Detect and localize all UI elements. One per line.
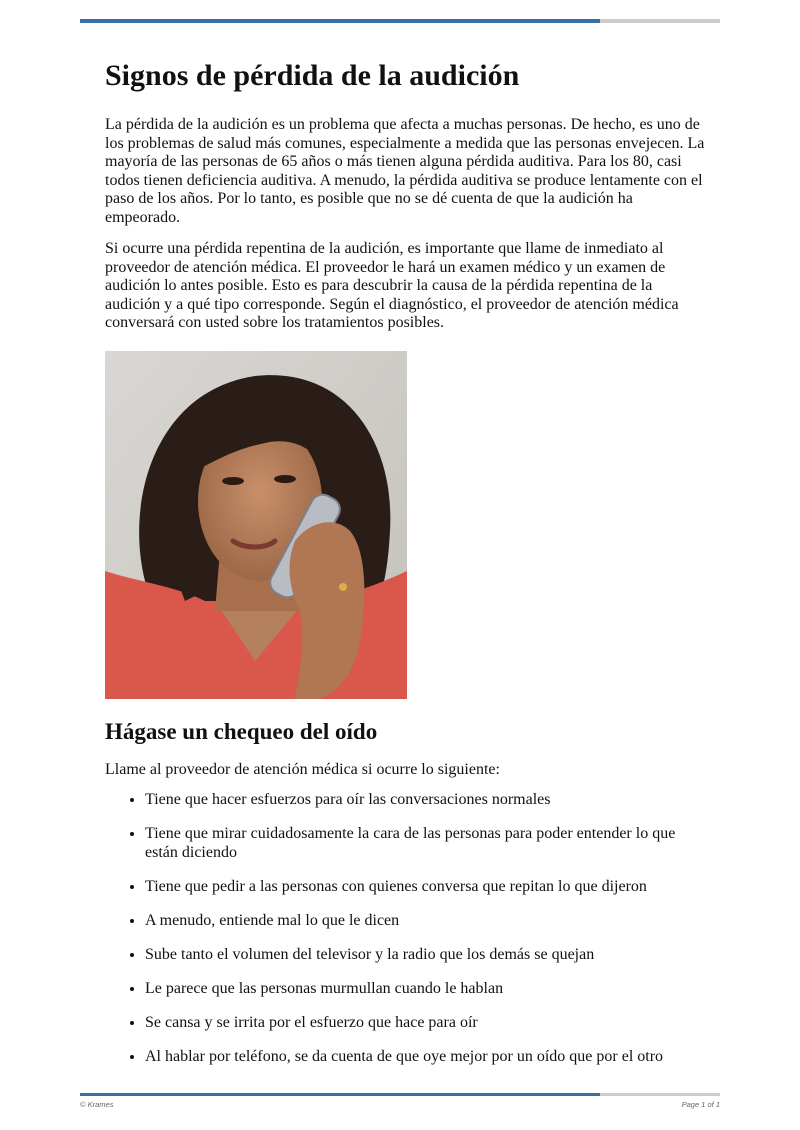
- list-item: • A menudo, entiende mal lo que le dicen: [145, 912, 705, 931]
- list-item: • Le parece que las personas murmullan cuando le hablan: [145, 980, 705, 999]
- list-item: • Tiene que hacer esfuerzos para oír las conversaciones normales: [145, 791, 705, 810]
- footer-rule: [80, 1093, 720, 1096]
- page-title: Signos de pérdida de la audición: [105, 59, 520, 92]
- header-rule-accent: [80, 19, 600, 23]
- paragraph-sudden-loss: Si ocurre una pérdida repentina de la audición, es importante que llame de inmediato al proveedor de atención médica. El proveedor le hará un examen médico y un examen de audición lo antes posible. Esto es para descubrir la causa de la pérdida repentina de la audición y a qué tipo corresponde. Según el diagnóstico, el proveedor de atención médica conversará con usted sobre los tratamientos posibles.: [105, 240, 679, 331]
- header-rule: [80, 19, 720, 23]
- list-item: • Tiene que mirar cuidadosamente la cara de las personas para poder entender lo que están diciendo: [145, 825, 705, 862]
- section-heading: Hágase un chequeo del oído: [105, 718, 378, 744]
- list-item: • Se cansa y se irrita por el esfuerzo que hace para oír: [145, 1014, 705, 1033]
- footer-copyright: © Krames: [80, 1100, 114, 1109]
- woman-on-phone-photo: [105, 351, 407, 699]
- document-body: [105, 56, 705, 1082]
- list-item: • Sube tanto el volumen del televisor y la radio que los demás se quejan: [145, 946, 705, 965]
- paragraph-intro: La pérdida de la audición es un problema que afecta a muchas personas. De hecho, es uno de los problemas de salud más comunes, especialmente a medida que las personas envejecen. La mayoría de las personas de 65 años o más tienen alguna pérdida auditiva. Para los 80, casi todos tienen deficiencia auditiva. A menudo, la pérdida auditiva se produce lentamente con el paso de los años. Por lo tanto, es posible que no se dé cuenta de que la audición ha empeorado.: [105, 116, 705, 226]
- list-item: • Tiene que pedir a las personas con quienes conversa que repitan lo que dijeron: [145, 878, 705, 897]
- footer-rule-accent: [80, 1093, 600, 1096]
- section-intro: Llame al proveedor de atención médica si ocurre lo siguiente:: [105, 760, 500, 778]
- symptom-list: [105, 791, 705, 1066]
- footer-page-number: Page 1 of 1: [681, 1100, 720, 1109]
- list-item: • Al hablar por teléfono, se da cuenta de que oye mejor por un oído que por el otro: [145, 1048, 705, 1067]
